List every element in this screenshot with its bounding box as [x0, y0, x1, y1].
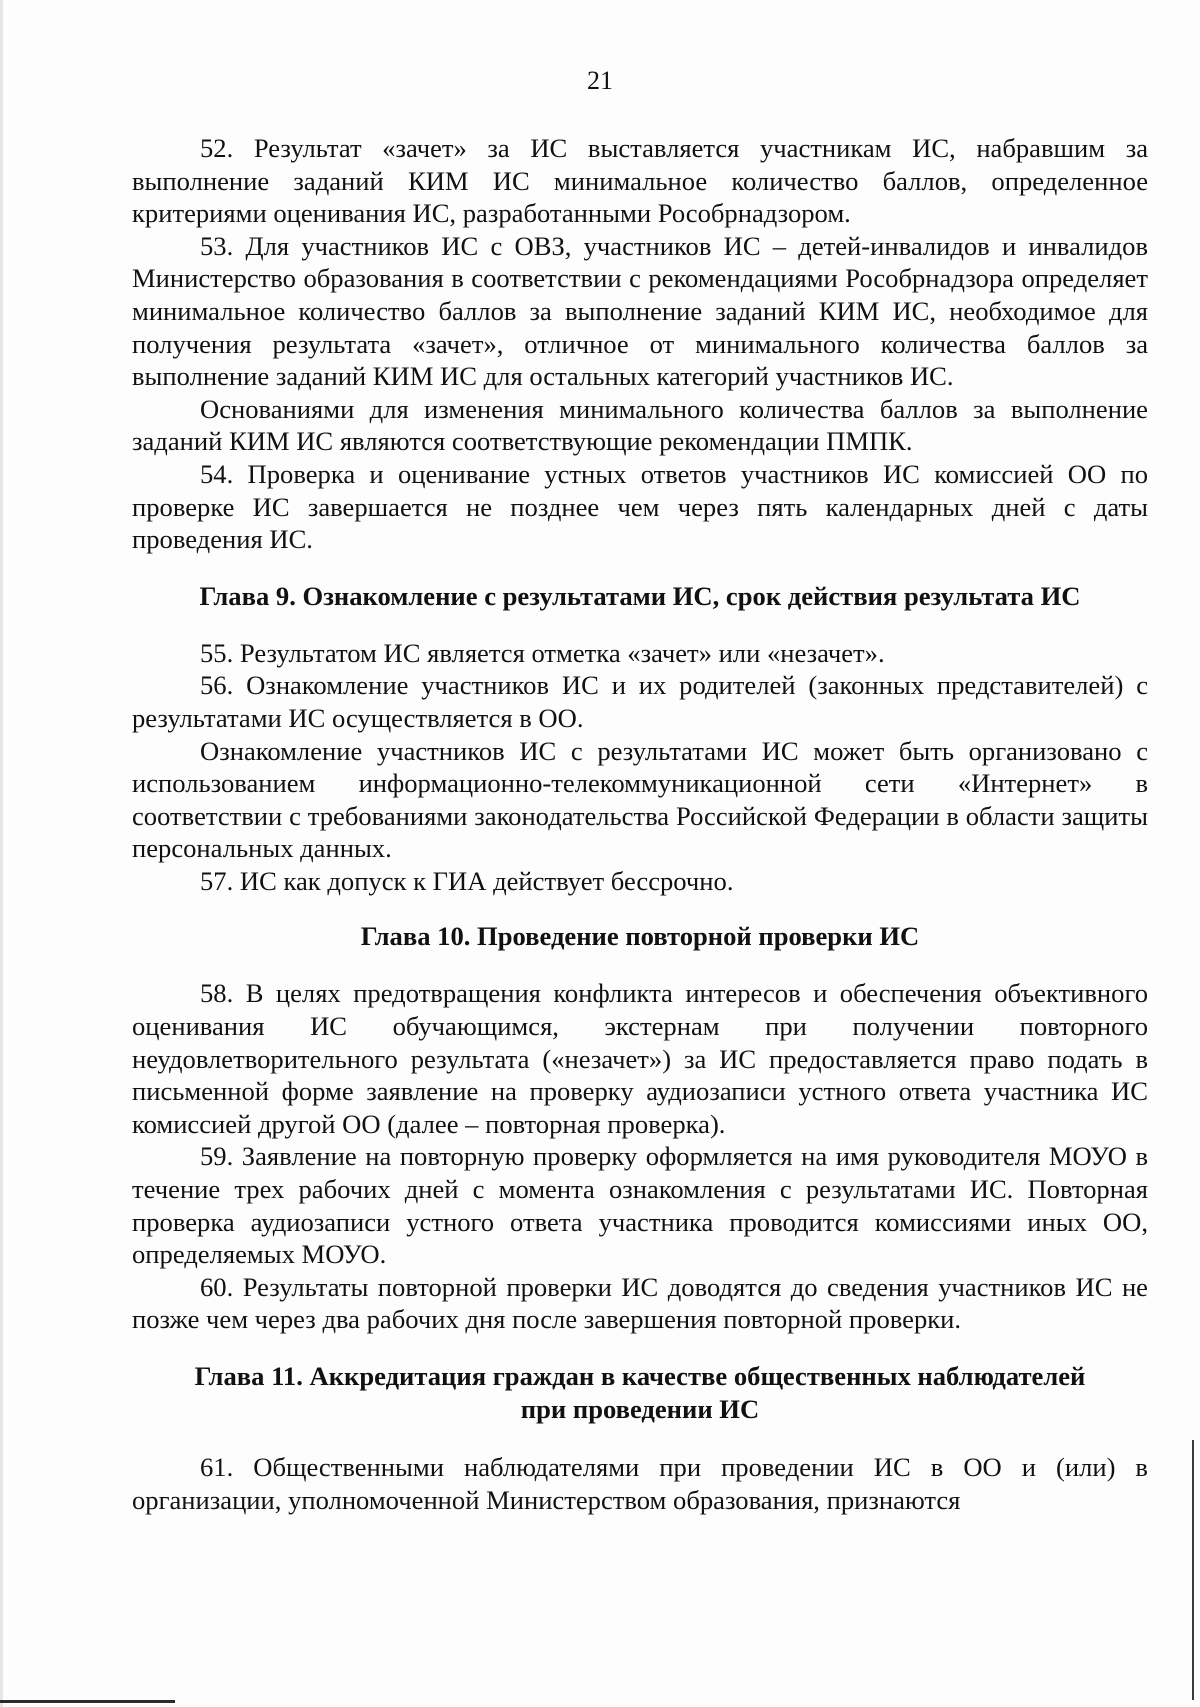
chapter-9-title: Глава 9. Ознакомление с результатами ИС, срок действия результата ИС	[199, 580, 1081, 611]
paragraph-57: 57. ИС как допуск к ГИА действует бессрочно.	[200, 865, 734, 896]
paragraph-59: 59. Заявление на повторную проверку оформляется на имя руководителя МОУО в течение трех рабочих дней с момента ознакомления с результатами ИС. Повторная проверка аудиозаписи устного ответа участника проводится комиссиями иных ОО, определяемых МОУО.	[132, 1141, 1148, 1270]
scan-edge-bottom	[0, 1700, 175, 1703]
paragraph-53: 53. Для участников ИС с ОВЗ, участников ИС – детей-инвалидов и инвалидов Министерство образования в соответствии с рекомендациями Рособрнадзора определяет минимальное количество баллов за выполнение заданий КИМ ИС, необходимое для получения результата «зачет», отличное от минимального количества баллов за выполнение заданий КИМ ИС для остальных категорий участников ИС.	[132, 230, 1148, 392]
paragraph-55: 55. Результатом ИС является отметка «зачет» или «незачет».	[200, 637, 885, 668]
scan-edge-left	[0, 0, 3, 1707]
paragraph-58: 58. В целях предотвращения конфликта интересов и обеспечения объективного оценивания ИС обучающимся, экстернам при получении повторного неудовлетворительного результата («незачет») за ИС предоставляется право подать в письменной форме заявление на проверку аудиозаписи устного ответа участника ИС комиссией другой ОО (далее – повторная проверка).	[132, 978, 1148, 1139]
chapter-11-title-line-1: Глава 11. Аккредитация граждан в качестве общественных наблюдателей	[194, 1361, 1086, 1391]
page-number: 21	[587, 66, 613, 95]
scan-edge-right	[1192, 1440, 1194, 1700]
chapter-10-title: Глава 10. Проведение повторной проверки ИС	[360, 921, 920, 952]
paragraph-60: 60. Результаты повторной проверки ИС доводятся до сведения участников ИС не позже чем через два рабочих дня после завершения повторной проверки.	[132, 1271, 1148, 1335]
chapter-11-title	[132, 1360, 1148, 1426]
paragraph-56: 56. Ознакомление участников ИС и их родителей (законных представителей) с результатами ИС осуществляется в ОО.	[132, 670, 1148, 733]
chapter-11-title-line-2: при проведении ИС	[520, 1394, 760, 1424]
paragraph-54: 54. Проверка и оценивание устных ответов участников ИС комиссией ОО по проверке ИС завершается не позднее чем через пять календарных дней с даты проведения ИС.	[132, 458, 1148, 555]
paragraph-61: 61. Общественными наблюдателями при проведении ИС в ОО и (или) в организации, уполномоченной Министерством образования, признаются	[132, 1452, 1148, 1515]
document-body	[132, 132, 1148, 1516]
paragraph-56-internet: Ознакомление участников ИС с результатами ИС может быть организовано с использованием информационно-телекоммуникационной сети «Интернет» в соответствии с требованиями законодательства Российской Федерации в области защиты персональных данных.	[132, 735, 1148, 864]
paragraph-53-grounds: Основаниями для изменения минимального количества баллов за выполнение заданий КИМ ИС являются соответствующие рекомендации ПМПК.	[132, 393, 1148, 457]
paragraph-52: 52. Результат «зачет» за ИС выставляется участникам ИС, набравшим за выполнение заданий КИМ ИС минимальное количество баллов, определенное критериями оценивания ИС, разработанными Рособрнадзором.	[132, 133, 1148, 229]
